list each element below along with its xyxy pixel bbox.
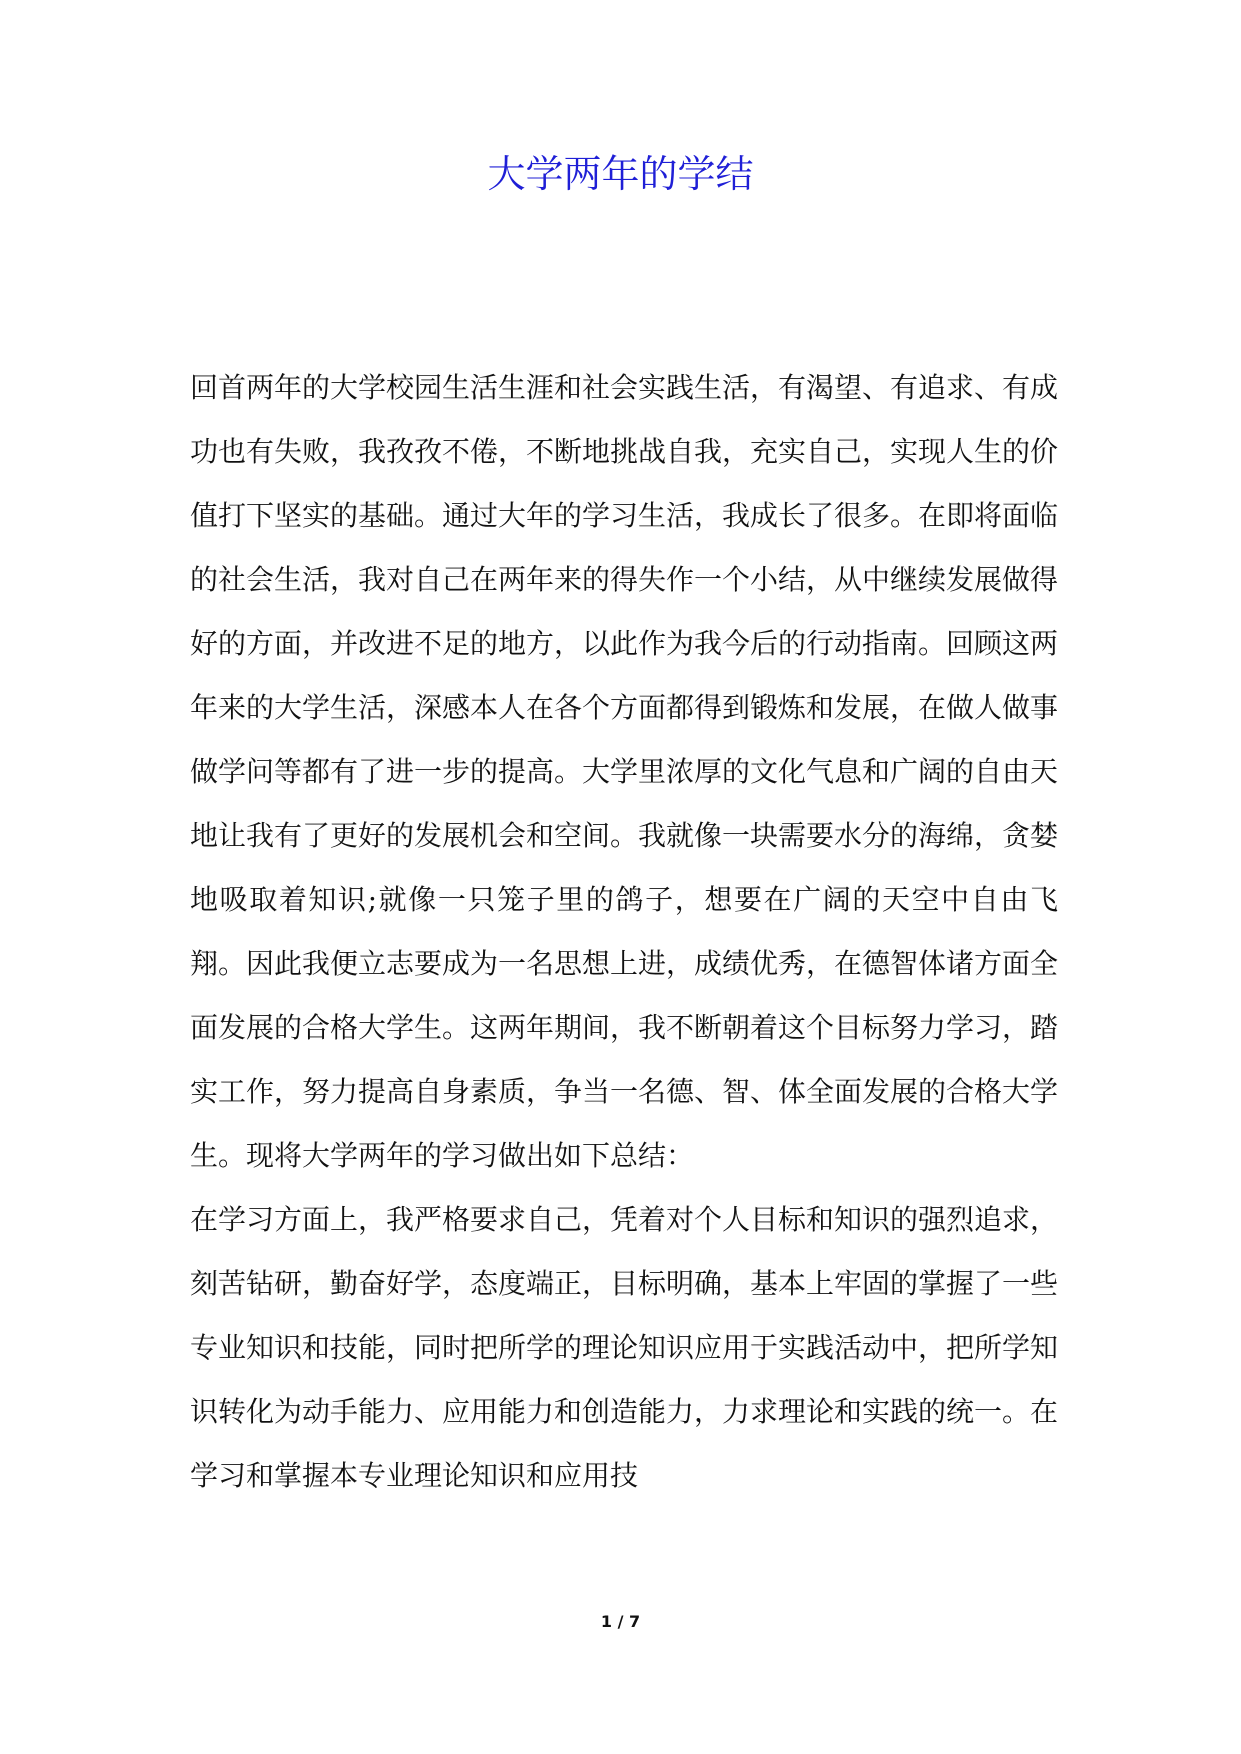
document-body xyxy=(190,356,1058,1508)
paragraph-study: 在学习方面上，我严格要求自己，凭着对个人目标和知识的强烈追求，刻苦钻研，勤奋好学，态度端正，目标明确，基本上牢固的掌握了一些专业知识和技能，同时把所学的理论知识应用于实践活动中，把所学知识转化为动手能力、应用能力和创造能力，力求理论和实践的统一。在学习和掌握本专业理论知识和应用技 xyxy=(190,1203,1059,1492)
document-title: 大学两年的学结 xyxy=(487,152,754,196)
paragraph-intro: 回首两年的大学校园生活生涯和社会实践生活，有渴望、有追求、有成功也有失败，我孜孜不倦，不断地挑战自我，充实自己，实现人生的价值打下坚实的基础。通过大年的学习生活，我成长了很多。在即将面临的社会生活，我对自己在两年来的得失作一个小结，从中继续发展做得好的方面，并改进不足的地方，以此作为我今后的行动指南。回顾这两年来的大学生活，深感本人在各个方面都得到锻炼和发展，在做人做事做学问等都有了进一步的提高。大学里浓厚的文化气息和广阔的自由天地让我有了更好的发展机会和空间。我就像一块需要水分的海绵，贪婪地吸取着知识;就像一只笼子里的鸽子，想要在广阔的天空中自由飞翔。因此我便立志要成为一名思想上进，成绩优秀，在德智体诸方面全面发展的合格大学生。这两年期间，我不断朝着这个目标努力学习，踏实工作，努力提高自身素质，争当一名德、智、体全面发展的合格大学生。现将大学两年的学习做出如下总结： xyxy=(190,371,1059,1172)
page-number: 1 / 7 xyxy=(600,1612,641,1631)
